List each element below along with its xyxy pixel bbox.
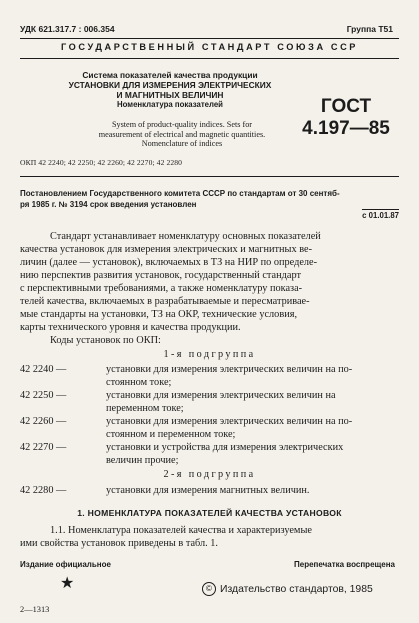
gost-label: ГОСТ — [320, 96, 372, 117]
code-description-line: установки для измерения электрических величин на по- — [106, 416, 353, 427]
okp-code: 42 2250 — — [20, 390, 67, 401]
english-title-line-2: measurement of electrical and magnetic quantities. — [98, 129, 266, 139]
effective-date: с 01.01.87 — [362, 211, 399, 220]
publisher-line — [202, 582, 373, 596]
gost-number-value: 4.197—85 — [302, 118, 390, 139]
decree-text — [20, 188, 399, 210]
title-line-2: УСТАНОВКИ ДЛЯ ИЗМЕРЕНИЯ ЭЛЕКТРИЧЕСКИХ — [68, 80, 272, 90]
code-description-line: величин прочие; — [106, 455, 179, 466]
okp-code: 42 2240 — — [20, 364, 67, 375]
intro-line: Стандарт устанавливает номенклатуру основных показателей — [50, 231, 321, 242]
code-description-line: стоянном и переменном токе; — [106, 429, 236, 440]
decree-line-2: ря 1985 г. № 3194 срок введения установлен — [20, 200, 197, 209]
intro-line: с перспективными требованиями, а также номенклатуру показа- — [20, 283, 303, 294]
udk-code: УДК 621.317.7 : 006.354 — [20, 24, 115, 34]
code-description — [106, 415, 399, 441]
code-description-line: установки для измерения электрических величин на по- — [106, 364, 353, 375]
code-description-line: установки для измерения электрических величин на — [106, 390, 336, 401]
code-description-line: установки для измерения магнитных величин. — [106, 485, 310, 496]
code-description — [106, 363, 399, 389]
okp-code: 42 2260 — — [20, 416, 67, 427]
title-line-4: Номенклатура показателей — [117, 100, 223, 109]
code-description-line: установки и устройства для измерения электрических — [106, 442, 344, 453]
print-code: 2—1313 — [20, 605, 50, 614]
gost-number — [296, 96, 396, 140]
english-title-line-3: Nomenclature of indices — [141, 139, 223, 148]
intro-paragraph — [20, 230, 399, 347]
intro-line: телей качества, включаемых в разрабатываемые и пересматривае- — [20, 296, 310, 307]
subgroup-2-heading: 2-я подгруппа — [163, 469, 256, 480]
intro-line: нию перспектив развития установок, государственный стандарт — [20, 270, 301, 281]
intro-line: мые стандарты на установки, ТЗ на ОКР, технические условия, — [20, 309, 298, 320]
section-1-heading: 1. НОМЕНКЛАТУРА ПОКАЗАТЕЛЕЙ КАЧЕСТВА УСТАНОВОК — [77, 508, 342, 518]
code-description — [106, 484, 399, 497]
copyright-icon: © — [202, 582, 216, 596]
intro-line: личин (далее — установок), включаемых в ТЗ на НИР по определе- — [20, 257, 318, 268]
union-standard-heading: ГОСУДАРСТВЕННЫЙ СТАНДАРТ СОЮЗА ССР — [60, 42, 359, 52]
code-description — [106, 441, 399, 467]
section-1-paragraph — [20, 524, 399, 550]
code-description-line: переменном токе; — [106, 403, 184, 414]
publisher-name: Издательство стандартов, 1985 — [220, 583, 373, 595]
intro-line: качества установок для измерения электрических и магнитных ве- — [20, 244, 312, 255]
english-title — [67, 120, 297, 149]
group-code: Группа Т51 — [346, 24, 393, 34]
title-line-3: И МАГНИТНЫХ ВЕЛИЧИН — [116, 90, 224, 100]
header-rule — [20, 58, 399, 59]
subgroup-1-heading: 1-я подгруппа — [163, 349, 256, 360]
top-rule — [20, 38, 399, 39]
english-title-line-1: System of product-quality indices. Sets for — [111, 120, 253, 129]
star-icon: ★ — [60, 575, 75, 592]
official-edition-label: Издание официальное — [20, 560, 111, 569]
title-line-1: Система показателей качества продукции — [82, 70, 258, 80]
title-rule — [20, 176, 399, 177]
code-description-line: стоянном токе; — [106, 377, 172, 388]
code-description — [106, 389, 399, 415]
reprint-prohibited-label: Перепечатка воспрещена — [294, 560, 395, 569]
okp-code: 42 2270 — — [20, 442, 67, 453]
section-1-line: ими свойства установок приведены в табл. 1. — [20, 538, 219, 549]
intro-line: карты технического уровня и качества продукции. — [20, 322, 241, 333]
standard-title — [50, 70, 290, 110]
decree-line-1: Постановлением Государственного комитета СССР по стандартам от 30 сентяб- — [20, 189, 340, 198]
codes-title: Коды установок по ОКП: — [50, 335, 161, 346]
okp-code: 42 2280 — — [20, 485, 67, 496]
okp-codes: ОКП 42 2240; 42 2250; 42 2260; 42 2270; 42 2280 — [20, 158, 183, 167]
section-1-line: 1.1. Номенклатура показателей качества и характеризуемые — [50, 525, 312, 536]
